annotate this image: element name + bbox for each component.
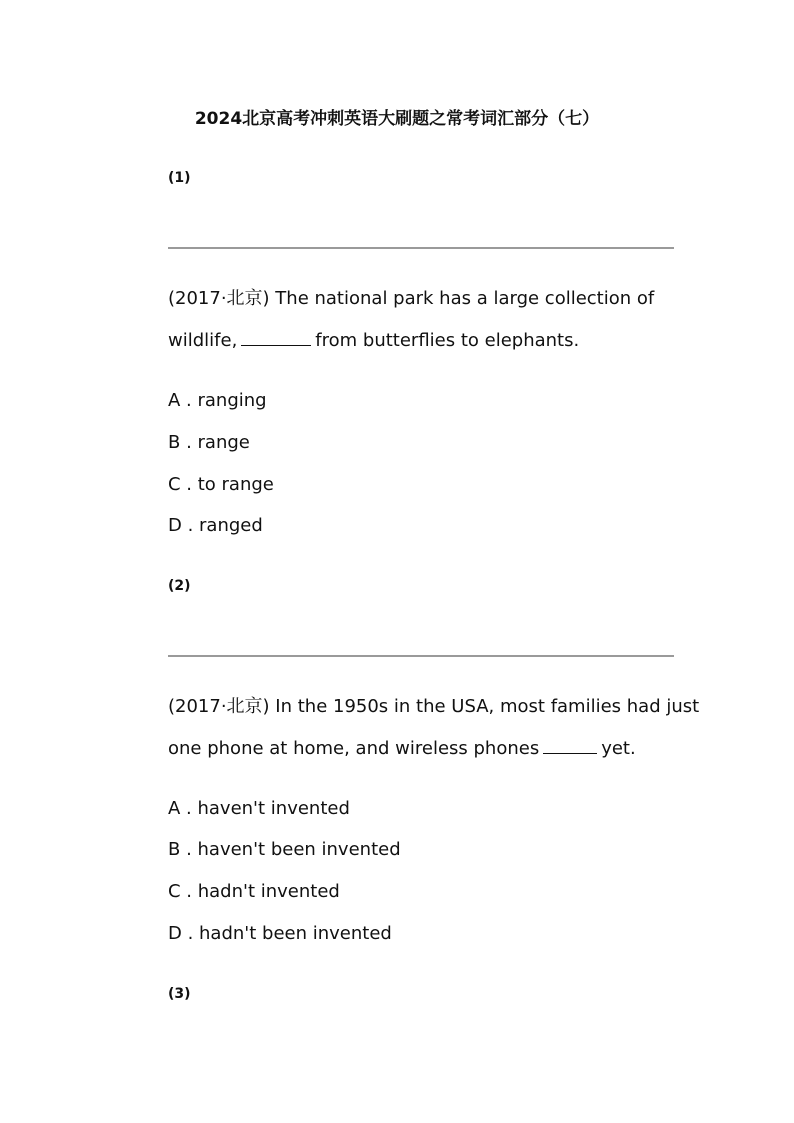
question-divider — [168, 247, 674, 249]
question-number: (3) — [168, 986, 191, 1002]
stem-text-after-blank: from butterflies to elephants. — [315, 330, 580, 351]
stem-text-before-blank: one phone at home, and wireless phones — [168, 738, 540, 759]
answer-blank — [543, 737, 597, 754]
option-a: A . haven't invented — [168, 798, 350, 819]
answer-blank — [241, 329, 311, 346]
question-number: (1) — [168, 170, 191, 186]
option-b: B . range — [168, 432, 250, 453]
stem-line-2 — [168, 320, 678, 362]
question-stem — [168, 686, 700, 770]
option-c: C . to range — [168, 474, 274, 495]
option-d: D . hadn't been invented — [168, 923, 392, 944]
stem-line-2 — [168, 728, 678, 770]
stem-text-after-blank: yet. — [601, 738, 636, 759]
question-divider — [168, 655, 674, 657]
stem-line-1: (2017·北京) The national park has a large collection of — [168, 288, 655, 309]
option-c: C . hadn't invented — [168, 881, 340, 902]
question-stem — [168, 278, 678, 362]
option-a: A . ranging — [168, 390, 267, 411]
question-number: (2) — [168, 578, 191, 594]
stem-line-1: (2017·北京) In the 1950s in the USA, most families had just — [168, 696, 700, 717]
option-b: B . haven't been invented — [168, 839, 401, 860]
document-title: 2024北京高考冲刺英语大刷题之常考词汇部分（七） — [194, 109, 600, 129]
stem-text-before-blank: wildlife, — [168, 330, 238, 351]
option-d: D . ranged — [168, 515, 263, 536]
